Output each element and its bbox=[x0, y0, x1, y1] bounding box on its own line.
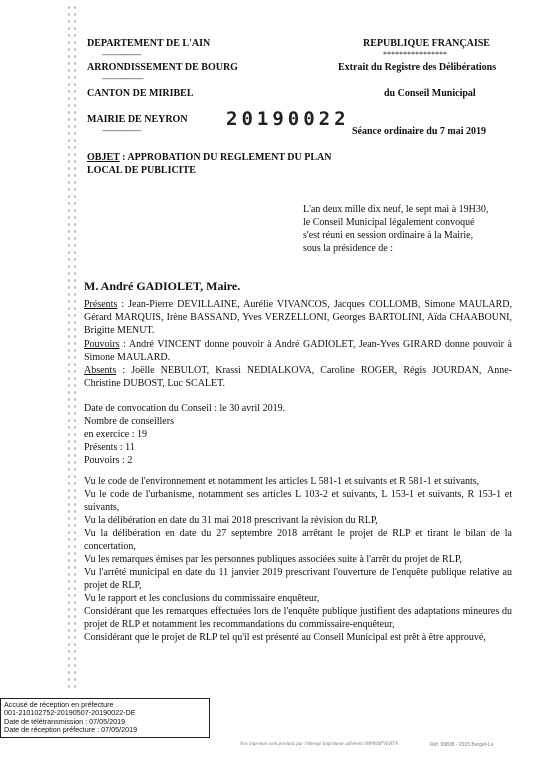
considerant-item: Vu la délibération en date du 31 mai 2018 prescrivant la révision du RLP, bbox=[84, 515, 378, 526]
arrondissement-heading: ARRONDISSEMENT DE BOURG bbox=[87, 62, 238, 73]
conseillers-count-label: Nombre de conseillers bbox=[84, 416, 174, 427]
absents-text: : Joëlle NEBULOT, Krassi NEDIALKOVA, Caroline ROGER, Régis JOURDAN, Anne-Christine DUBOST, Luc SCALET. bbox=[84, 365, 512, 389]
separator-dashes: ------------------- bbox=[102, 74, 144, 83]
convocation-block bbox=[84, 402, 285, 467]
separator-dashes: ------------------ bbox=[102, 126, 141, 135]
considerant-item: Vu les remarques émises par les personnes publiques associées suite à l'arrêt du projet de RLP, bbox=[84, 554, 462, 565]
considerant-item: Considérant que les remarques effectuées lors de l'enquête publique justifient des adaptations mineures du projet de RLP et notamment les recommandations du commissaire-enquêteur, bbox=[84, 606, 512, 630]
stamp-line: Accusé de réception en préfecture bbox=[4, 700, 114, 709]
pouvoirs-text: : André VINCENT donne pouvoir à André GADIOLET, Jean-Yves GIRARD donne pouvoir à Simone MAULARD. bbox=[84, 339, 512, 363]
objet-title-line1: : APPROBATION DU REGLEMENT DU PLAN bbox=[119, 152, 332, 163]
stamp-line: Date de télétransmission : 07/05/2019 bbox=[4, 716, 126, 726]
intro-line: le Conseil Municipal légalement convoqué bbox=[303, 217, 475, 228]
republique-heading: REPUBLIQUE FRANÇAISE bbox=[363, 38, 490, 49]
stars-separator: **************** bbox=[383, 50, 447, 59]
conseillers-exercice: en exercice : 19 bbox=[84, 429, 148, 440]
canton-heading: CANTON DE MIRIBEL bbox=[87, 88, 194, 99]
objet-label: OBJET bbox=[87, 152, 120, 163]
stamp-line: Date de réception préfecture : 07/05/2019 bbox=[4, 725, 138, 735]
conseil-heading: du Conseil Municipal bbox=[384, 88, 476, 99]
considerant-item: Vu le rapport et les conclusions du commissaire enquêteur, bbox=[84, 593, 320, 604]
considerants-block bbox=[84, 475, 512, 644]
printer-reference: Réf. 99838 - 2015 Berger-Le bbox=[430, 742, 494, 748]
intro-line: s'est réuni en session ordinaire à la Mairie, bbox=[303, 230, 474, 241]
binding-margin-marks bbox=[66, 4, 78, 689]
printer-footer: Nos imprimés sont produits par l'Abrégé Imprimeur adhérent IMPRIM'VERT® bbox=[240, 742, 399, 747]
conseillers-pouvoirs: Pouvoirs : 2 bbox=[84, 455, 133, 466]
extrait-heading: Extrait du Registre des Délibérations bbox=[338, 62, 497, 73]
considerant-item: Vu l'arrêté municipal en date du 11 janvier 2019 prescrivant l'ouverture de l'enquête publique relative au projet de RLP, bbox=[84, 567, 512, 591]
objet-block bbox=[87, 151, 331, 177]
intro-line: sous la présidence de : bbox=[303, 243, 393, 254]
convocation-date: Date de convocation du Conseil : le 30 avril 2019. bbox=[84, 403, 286, 414]
objet-title-line2: LOCAL DE PUBLICITE bbox=[87, 165, 196, 176]
conseillers-presents: Présents : 11 bbox=[84, 442, 135, 453]
prefecture-receipt-stamp bbox=[0, 698, 210, 738]
considerant-item: Vu le code de l'urbanisme, notamment ses articles L 103-2 et suivants, L 153-1 et suivants, R 153-1 et suivants, bbox=[84, 489, 512, 513]
deliberation-number: 20190022 bbox=[226, 108, 350, 130]
presents-paragraph bbox=[84, 298, 512, 337]
president-line: M. André GADIOLET, Maire. bbox=[84, 279, 241, 293]
departement-heading: DEPARTEMENT DE L'AIN bbox=[87, 38, 211, 49]
intro-block bbox=[303, 203, 488, 255]
pouvoirs-paragraph bbox=[84, 338, 512, 364]
intro-line: L'an deux mille dix neuf, le sept mai à 19H30, bbox=[303, 204, 489, 215]
presents-label: Présents bbox=[84, 299, 118, 310]
seance-date: Séance ordinaire du 7 mai 2019 bbox=[352, 126, 486, 137]
absents-paragraph bbox=[84, 364, 512, 390]
pouvoirs-label: Pouvoirs bbox=[84, 339, 120, 350]
considerant-item: Considérant que le projet de RLP tel qu'il est présenté au Conseil Municipal est prêt à être approuvé, bbox=[84, 632, 486, 643]
stamp-line: 001-210102752-20190507-20190022-DE bbox=[4, 708, 136, 718]
considerant-item: Vu le code de l'environnement et notamment les articles L 581-1 et suivants et R 581-1 et suivants, bbox=[84, 476, 480, 487]
considerant-item: Vu la délibération en date du 27 septembre 2018 arrêtant le projet de RLP et tirant le bilan de la concertation, bbox=[84, 528, 512, 552]
mairie-heading: MAIRIE DE NEYRON bbox=[87, 114, 188, 125]
separator-dashes: ------------------ bbox=[102, 50, 141, 59]
presents-text: : Jean-Pierre DEVILLAINE, Aurélie VIVANCOS, Jacques COLLOMB, Simone MAULARD, Gérard MARQUIS, Irène BASSAND, Yves VERZELLONI, Georges BARTOLINI, Aïda CHAABOUNI, Brigitte MENUT. bbox=[84, 299, 512, 336]
absents-label: Absents bbox=[84, 365, 117, 376]
